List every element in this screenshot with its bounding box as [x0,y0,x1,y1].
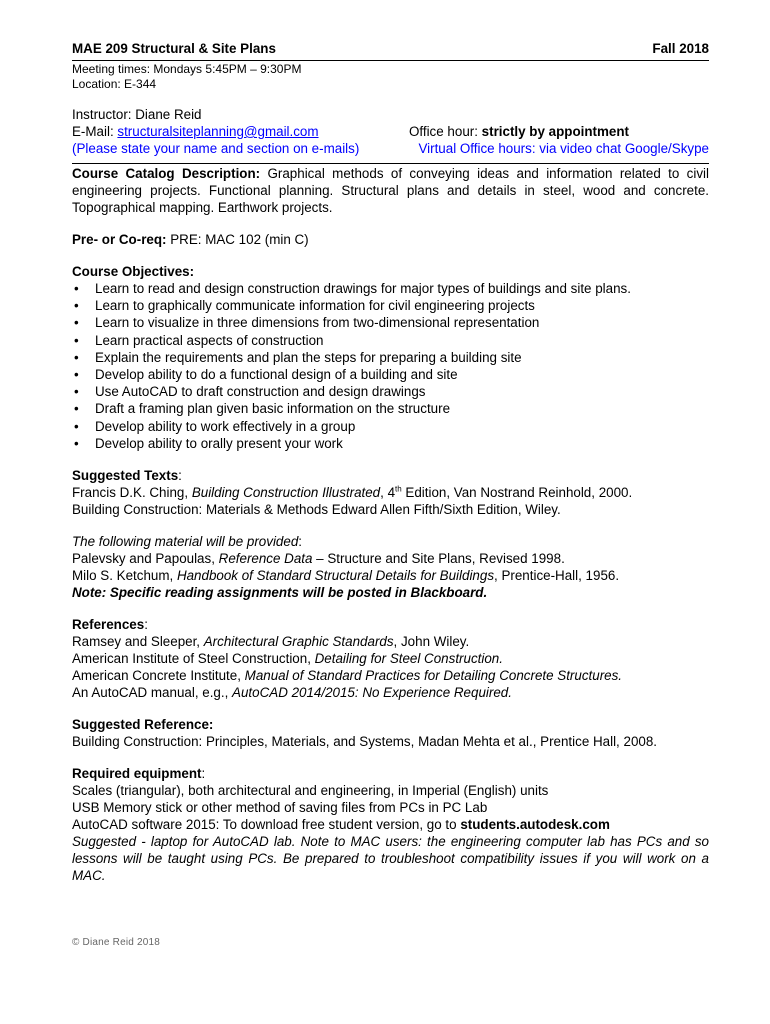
objective-text: Develop ability to do a functional design of a building and site [95,367,458,383]
course-title: MAE 209 Structural & Site Plans [72,41,276,56]
reference-title: AutoCAD 2014/2015: No Experience Required. [232,685,512,701]
office-hour-value: strictly by appointment [481,124,629,139]
reference-title: Architectural Graphic Standards [203,634,394,650]
required-equipment [72,765,709,884]
suggested-texts-title: Suggested Texts [72,468,179,484]
heading-colon: : [298,534,302,550]
text-author: Francis D.K. Ching, [72,485,192,501]
list-item [72,400,709,417]
provided-material [72,533,709,601]
bullet-icon: • [74,384,79,400]
reference-entry [72,684,709,701]
provided-author: Milo S. Ketchum, [72,568,177,584]
bullet-icon: • [74,349,79,365]
reference-author: American Institute of Steel Construction, [72,651,315,667]
bullet-icon: • [74,418,79,434]
catalog-label: Course Catalog Description: [72,166,261,181]
term-label: Fall 2018 [652,41,709,56]
provided-title: Reference Data [218,551,313,567]
objective-text: Use AutoCAD to draft construction and design drawings [95,384,426,400]
bullet-icon: • [74,315,79,331]
equipment-usb: USB Memory stick or other method of saving files from PCs in PC Lab [72,800,488,816]
provided-details: , Prentice-Hall, 1956. [494,568,620,584]
text-entry-ching [72,484,709,501]
suggested-texts-heading [72,467,709,484]
provided-entry-ketchum [72,567,709,584]
email-link[interactable]: structuralsiteplanning@gmail.com [117,124,319,139]
bullet-icon: • [74,298,79,314]
prereq-label: Pre- or Co-req: [72,232,167,247]
text-entry-allen: Building Construction: Materials & Methods Edward Allen Fifth/Sixth Edition, Wiley. [72,502,561,518]
list-item [72,435,709,452]
suggested-texts [72,467,709,518]
email-note: (Please state your name and section on e-mails) [72,141,360,156]
list-item [72,297,709,314]
reference-entry [72,650,709,667]
objective-text: Learn to read and design construction drawings for major types of buildings and site plans. [95,281,631,296]
references-title: References [72,617,145,633]
syllabus-page [72,40,709,1024]
reference-title: Detailing for Steel Construction. [314,651,503,667]
instructor-block [72,106,709,157]
text-publisher: Edition, Van Nostrand Reinhold, 2000. [401,485,633,501]
objectives-list [72,280,709,452]
objective-text: Learn to visualize in three dimensions from two-dimensional representation [95,315,540,331]
reference-author: An AutoCAD manual, e.g., [72,685,233,701]
edition-superscript: th [395,484,402,494]
provided-details: – Structure and Site Plans, Revised 1998. [312,551,565,567]
provided-intro-text: The following material will be provided [72,534,299,550]
provided-title: Handbook of Standard Structural Details for Buildings [176,568,495,584]
bullet-icon: • [74,435,79,451]
objective-text: Draft a framing plan given basic information on the structure [95,401,451,417]
text-title: Building Construction Illustrated [191,485,381,501]
list-item [72,332,709,349]
provided-entry-palevsky [72,550,709,567]
objectives-title: Course Objectives: [72,264,195,279]
reference-title: Manual of Standard Practices for Detailing Concrete Structures. [244,668,623,684]
virtual-office-hours: Virtual Office hours: via video chat Google/Skype [418,141,709,156]
instructor-name: Instructor: Diane Reid [72,107,202,122]
provided-author: Palevsky and Papoulas, [72,551,219,567]
instructor-contact-row [72,123,709,140]
suggested-reference-text: Building Construction: Principles, Materials, and Systems, Madan Mehta et al., Prentice Hall, 2008. [72,734,658,750]
references-heading [72,616,709,633]
equipment-autocad [72,816,709,833]
prerequisite [72,231,709,248]
equipment-scales: Scales (triangular), both architectural and engineering, in Imperial (English) units [72,783,549,799]
blackboard-note: Note: Specific reading assignments will be posted in Blackboard. [72,585,488,601]
prereq-text: PRE: MAC 102 (min C) [166,232,309,247]
objective-text: Develop ability to work effectively in a group [95,418,356,434]
copyright-footer: © Diane Reid 2018 [72,937,161,948]
list-item [72,349,709,366]
objective-text: Learn practical aspects of construction [95,332,324,348]
list-item [72,383,709,400]
reference-author: Ramsey and Sleeper, [72,634,204,650]
heading-colon: : [201,766,206,782]
bullet-icon: • [74,332,79,348]
equipment-heading [72,765,709,782]
list-item [72,280,709,297]
text-edition: , 4 [380,485,396,501]
bullet-icon: • [74,281,79,296]
email-line [72,123,319,140]
location: Location: E-344 [72,77,157,91]
catalog-text: Graphical methods of conveying ideas and information related to civil engineering projects. Functional planning. Structural plans and details in steel, wood and concrete. Topographical mapping. Earthwork projects. [72,166,709,215]
reference-entry [72,667,709,684]
office-hour-label: Office hour: [408,124,482,139]
equipment-laptop-note: Suggested - laptop for AutoCAD lab. Note to MAC users: the engineering computer lab has PCs and so lessons will be taught using PCs. Be prepared to troubleshoot compatibility issues if you will work on a MAC. [72,834,709,884]
objective-text: Develop ability to orally present your work [95,435,343,451]
bullet-icon: • [74,401,79,417]
meeting-times: Meeting times: Mondays 5:45PM – 9:30PM [72,62,302,76]
bullet-icon: • [74,367,79,383]
office-hour [409,123,629,140]
list-item [72,366,709,383]
heading-colon: : [178,468,182,484]
heading-colon: : [144,617,148,633]
autodesk-link[interactable]: students.autodesk.com [460,817,610,833]
course-objectives [72,263,709,452]
instructor-notes-row [72,140,709,157]
reference-details: , John Wiley. [393,634,470,650]
equipment-title: Required equipment [72,766,202,782]
list-item [72,418,709,435]
autocad-text: AutoCAD software 2015: To download free student version, go to [72,817,461,833]
email-label: E-Mail: [72,124,118,139]
objective-text: Learn to graphically communicate information for civil engineering projects [95,298,535,314]
list-item [72,314,709,331]
reference-author: American Concrete Institute, [72,668,245,684]
provided-intro [72,533,709,550]
catalog-description [72,163,709,216]
objective-text: Explain the requirements and plan the steps for preparing a building site [95,349,522,365]
references [72,616,709,701]
course-header [72,40,709,61]
suggested-reference-title: Suggested Reference: [72,717,214,733]
suggested-reference [72,716,709,750]
reference-entry [72,633,709,650]
